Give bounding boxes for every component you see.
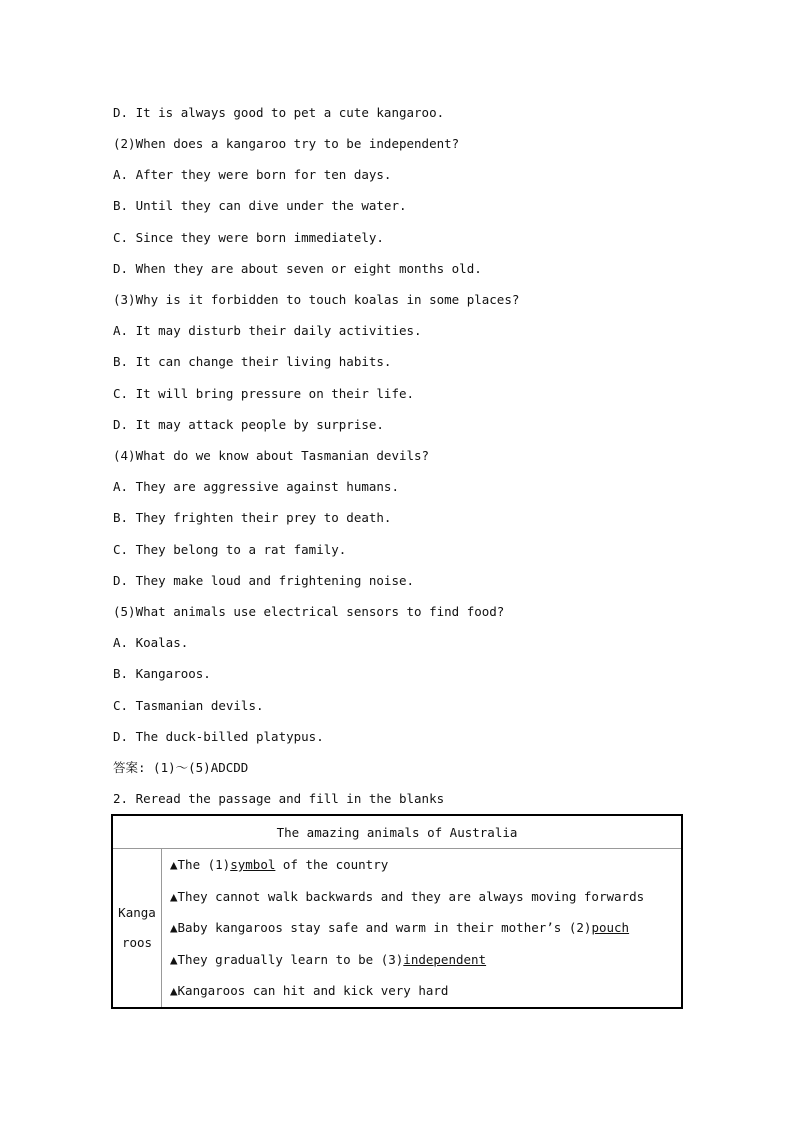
bullet-2	[170, 881, 681, 913]
question-4: (4)What do we know about Tasmanian devils?	[113, 448, 430, 463]
option-2d: D. When they are about seven or eight months old.	[113, 261, 482, 276]
option-4d: D. They make loud and frightening noise.	[113, 573, 415, 588]
bullet-2-text: ▲They cannot walk backwards and they are always moving forwards	[170, 888, 645, 904]
option-4a: A. They are aggressive against humans.	[113, 479, 399, 494]
question-2: (2)When does a kangaroo try to be independent?	[113, 136, 460, 151]
bullet-1	[170, 849, 681, 881]
option-5b: B. Kangaroos.	[113, 666, 211, 681]
option-2b: B. Until they can dive under the water.	[113, 198, 407, 213]
bullet-list	[162, 849, 683, 1008]
summary-table	[111, 814, 683, 1009]
bullet-5	[170, 975, 681, 1007]
bullet-5-text: ▲Kangaroos can hit and kick very hard	[170, 983, 449, 998]
answer-key: 答案: (1)～(5)ADCDD	[113, 760, 249, 775]
bullet-3-text: ▲Baby kangaroos stay safe and warm in their mother’s (2)	[170, 920, 592, 935]
option-5a: A. Koalas.	[113, 635, 189, 650]
option-4b: B. They frighten their prey to death.	[113, 510, 392, 525]
option-5d: D. The duck-billed platypus.	[113, 729, 324, 744]
row-header-kangaroos	[112, 849, 162, 1008]
option-4c: C. They belong to a rat family.	[113, 542, 347, 557]
option-3d: D. It may attack people by surprise.	[113, 417, 384, 432]
option-3a: A. It may disturb their daily activities.	[113, 323, 422, 338]
option-3b: B. It can change their living habits.	[113, 354, 392, 369]
row-header-text: Kangaroos	[118, 904, 156, 950]
option-3c: C. It will bring pressure on their life.	[113, 386, 415, 401]
table-title: The amazing animals of Australia	[112, 815, 682, 849]
question-5: (5)What animals use electrical sensors to find food?	[113, 604, 505, 619]
bullet-1-tail: of the country	[275, 857, 389, 872]
answer-pouch: pouch	[591, 920, 630, 935]
bullet-1-text: ▲The (1)	[170, 857, 231, 872]
bullet-3	[170, 912, 681, 944]
option-1d: D. It is always good to pet a cute kangaroo.	[113, 105, 445, 120]
option-5c: C. Tasmanian devils.	[113, 698, 264, 713]
section-2-instruction: 2. Reread the passage and fill in the blanks	[113, 791, 445, 806]
question-3: (3)Why is it forbidden to touch koalas in some places?	[113, 292, 520, 307]
bullet-4	[170, 944, 681, 976]
bullet-4-text: ▲They gradually learn to be (3)	[170, 951, 404, 967]
option-2a: A. After they were born for ten days.	[113, 167, 392, 182]
answer-independent: independent	[403, 951, 487, 967]
option-2c: C. Since they were born immediately.	[113, 230, 384, 245]
answer-symbol: symbol	[230, 857, 276, 872]
